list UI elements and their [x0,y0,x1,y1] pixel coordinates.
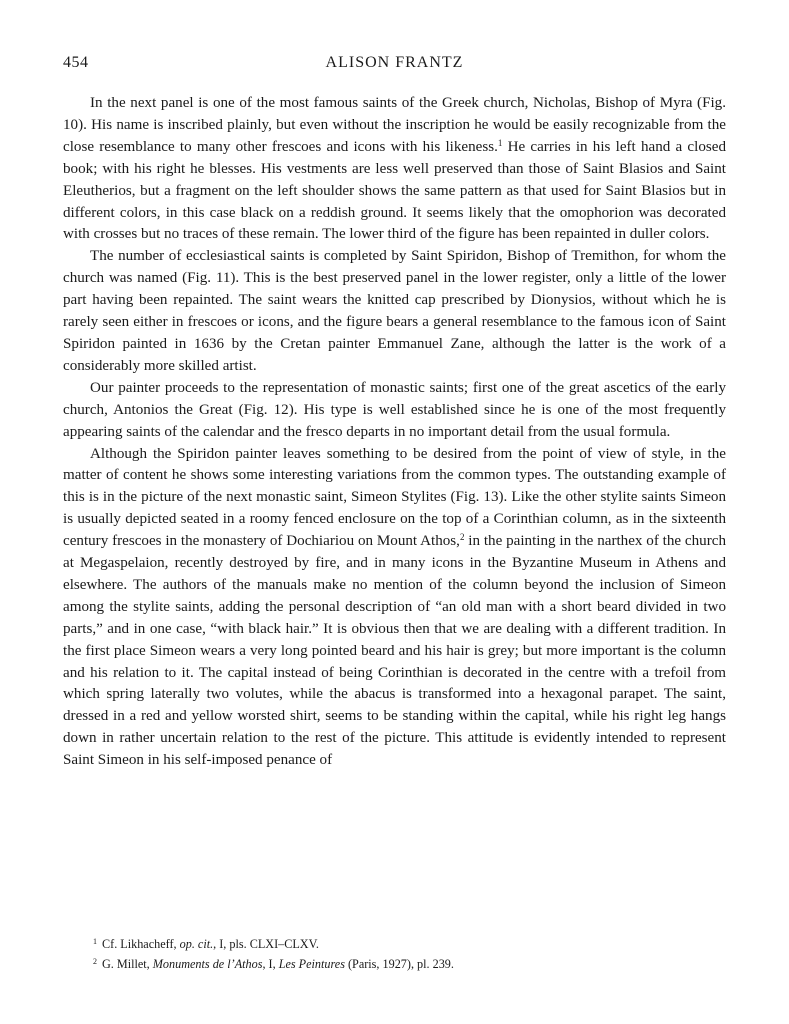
footnote-italic: Les Peintures [278,957,345,971]
paragraph-text: In the next panel is one of the most famous saints of the Greek church, Nicholas, Bishop of Myra (Fig. 10). His name is inscribed plainly, but even without the inscription he would be easily recognizable from the close resemblance to many other frescoes and icons with his likeness. [63,95,726,155]
footnote-text: , I, pls. CLXI–CLXV. [213,937,319,951]
paragraph-text: Although the Spiridon painter leaves something to be desired from the point of view of style, in the matter of content he shows some interesting variations from the common types. The outstanding example of this is in the picture of the next monastic saint, Simeon Stylites (Fig. 13). Like the other stylite saints Simeon is usually depicted seated in a roomy fenced enclosure on the top of a Corinthian column, as in the sixteenth century frescoes in the monastery of Dochiariou on Mount Athos, [63,445,726,550]
footnote-italic: Monuments de l’Athos [152,957,263,971]
paragraph: The number of ecclesiastical saints is completed by Saint Spiridon, Bishop of Tremithon, for whom the church was named (Fig. 11). This is the best preserved panel in the lower register, only a little of the lower part having been repainted. The saint wears the knitted cap prescribed by Dionysios, without which he is rarely seen either in frescoes or icons, and the figure bears a general resemblance to the famous icon of Saint Spiridon painted in 1636 by the Cretan painter Emmanuel Zane, although the latter is the work of a considerably more skilled artist. [63,248,726,374]
body-text [63,93,726,772]
footnote-reference: 2 [459,532,465,543]
page-header [63,54,726,78]
footnote-text: Cf. Likhacheff, [102,937,180,951]
running-title: ALISON FRANTZ [325,54,464,71]
page-number: 454 [63,54,89,71]
paragraph [63,93,726,246]
footnote-text: , I, [262,957,279,971]
footnote-mark: 1 [93,937,97,946]
footnotes [93,933,723,973]
footnote [93,953,723,973]
paragraph [63,444,726,773]
footnote-italic: op. cit. [179,937,214,951]
paragraph-text: He carries in his left hand a closed book; with his right he blesses. His vestments are less well preserved than those of Saint Blasios and Saint Eleutherios, but a fragment on the left shoulder shows the same pattern as that used for Saint Blasios but in different colors, in this case black on a reddish ground. It seems likely that the omophorion was decorated with crosses but no traces of these remain. The lower third of the figure has been repainted in duller colors. [63,138,726,243]
footnote-mark: 2 [93,957,97,966]
footnote-text: G. Millet, [102,957,153,971]
footnote-reference: 1 [497,137,503,148]
footnote [93,933,723,953]
paragraph-text: in the painting in the narthex of the church at Megaspelaion, recently destroyed by fire, and in many icons in the Byzantine Museum in Athens and elsewhere. The authors of the manuals make no mention of the column beyond the inclusion of Simeon among the stylite saints, adding the personal description of “an old man with a short beard divided in two parts,” and in one case, “with black hair.” It is obvious then that we are dealing with a different tradition. In the first place Simeon wears a very long pointed beard and his hair is grey; but more important is the column and his relation to it. The capital instead of being Corinthian is decorated in the centre with a trefoil from which spring laterally two volutes, while the abacus is transformed into a hexagonal parapet. The saint, dressed in a red and yellow worsted shirt, seems to be standing within the capital, while his right leg hangs down in rather uncertain relation to the rest of the picture. This attitude is evidently intended to represent Saint Simeon in his self-imposed penance of [63,533,726,769]
footnote-text: (Paris, 1927), pl. 239. [344,957,454,971]
paragraph: Our painter proceeds to the representation of monastic saints; first one of the great ascetics of the early church, Antonios the Great (Fig. 12). His type is well established since he is one of the most frequently appearing saints of the calendar and the fresco departs in no important detail from the usual formula. [63,379,726,440]
